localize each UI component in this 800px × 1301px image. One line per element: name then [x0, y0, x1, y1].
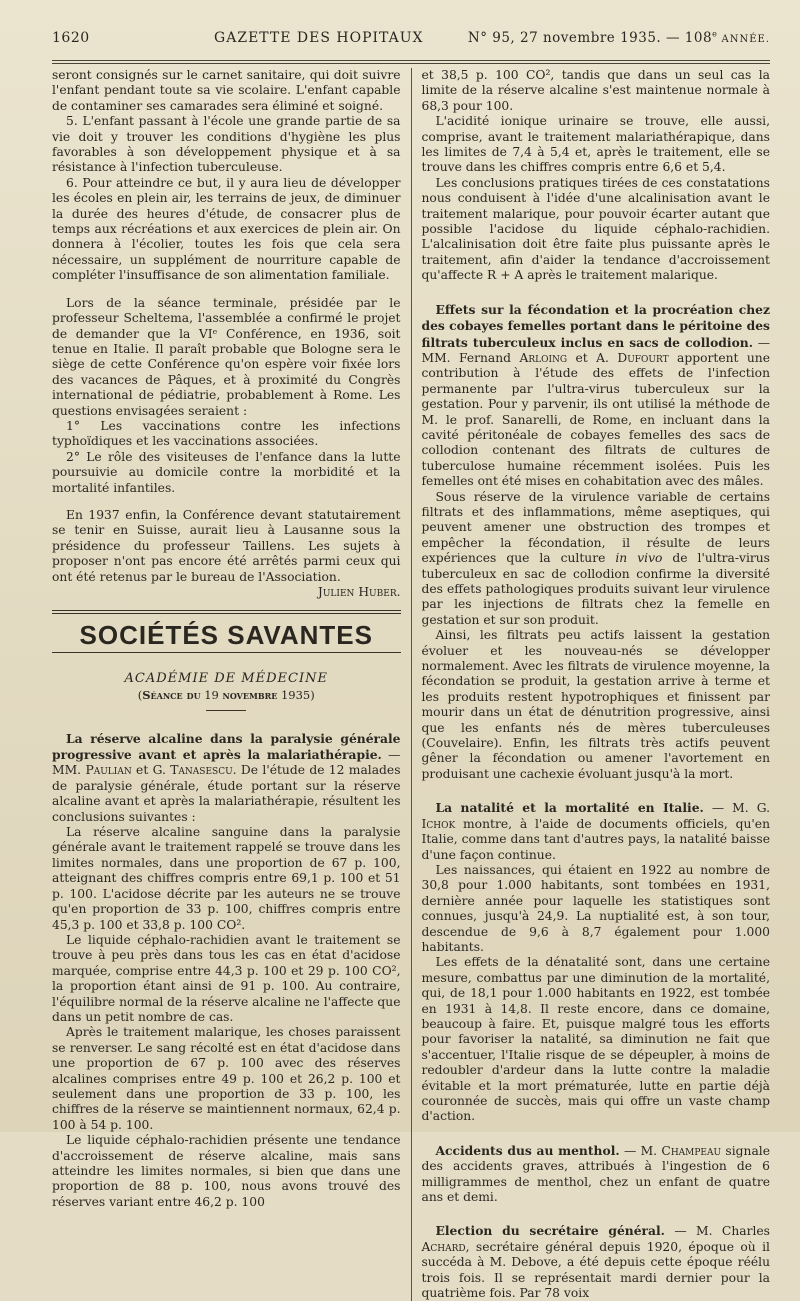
article-title: La réserve alcaline dans la paralysie générale progressive avant et après la malariathérapie.: [52, 730, 401, 763]
left-paragraph-5: 1° Les vaccinations contre les infections typhoïdiques et les vaccinations associées.: [52, 418, 401, 449]
academy-heading: ACADÉMIE DE MÉDECINE: [124, 670, 328, 686]
right-paragraph-3: Les conclusions pratiques tirées de ces constatations nous conduisent à l'idée d'une alcalinisation avant le traitement malarique, pour pouvoir écarter autant que possible l'acidose du liquide céphalo-rachidien. L'alcalinisation doit être faite plus puissante après le traitement, afin d'aider la tendance d'accroissement qu'affecte R + A après le traitement malarique.: [421, 175, 770, 283]
article-title: Effets sur la fécondation et la procréation chez des cobayes femelles portant dans le péritoine des filtrats tuberculeux inclus en sacs de collodion.: [421, 301, 770, 350]
left-paragraph-6: 2° Le rôle des visiteuses de l'enfance dans la lutte poursuivie au domicile contre la morbidité et la mortalité infantiles.: [52, 449, 401, 495]
left-paragraph-2: 5. L'enfant passant à l'école une grande partie de sa vie doit y trouver les conditions d'hygiène les plus favorables à son développement physique et à sa résistance à l'infection tuberculeuse.: [52, 114, 401, 175]
columns: [52, 68, 770, 1301]
right-paragraph-1: et 38,5 p. 100 CO², tandis que dans un seul cas la limite de la réserve alcaline s'est maintenue normale à 68,3 pour 100.: [421, 68, 770, 113]
article-natalite: La natalité et la mortalité en Italie. — M. G. Ichok montre, à l'aide de documents officiels, qu'en Italie, comme dans tant d'autres pays, la natalité baisse d'une façon continue.: [421, 800, 770, 862]
article-menthol: Accidents dus au menthol. — M. Champeau signale des accidents graves, attribués à l'ingestion de 6 milligrammes de menthol, chez un enfant de quatre ans et demi.: [421, 1142, 770, 1205]
article-title: Accidents dus au menthol.: [435, 1142, 620, 1158]
left-paragraph-1: seront consignés sur le carnet sanitaire, qui doit suivre l'enfant pendant toute sa vie scolaire. L'enfant capable de contaminer ses camarades sera éliminé et soigné.: [52, 68, 401, 113]
left-paragraph-10: Après le traitement malarique, les choses paraissent se renverser. Le sang récolté est en état d'acidose dans une proportion de 67 p. 100 avec des réserves alcalines comprises entre 49 p. 100 et 26,2 p. 100 et seulement dans une proportion de 33 p. 100, les chiffres de la réserve se maintiennent normaux, 62,4 p. 100 à 54 p. 100.: [52, 1025, 401, 1132]
section-rule-bottom: [52, 652, 401, 653]
header-rule: [52, 60, 770, 64]
left-paragraph-7: En 1937 enfin, la Conférence devant statutairement se tenir en Suisse, aurait lieu à Lausanne sous la présidence du professeur Taillens. Les sujets à proposer n'ont pas encore été arrêtés parmi ceux qui ont été retenus par le bureau de l'Association.: [52, 507, 401, 584]
section-rule-top: [52, 610, 401, 614]
column-divider: [411, 68, 412, 1301]
article-election: Election du secrétaire général. — M. Charles Achard, secrétaire général depuis 1920, époque où il succéda à M. Debove, a été depuis cette époque réélu trois fois. Il se représentait mardi dernier pour la quatrième fois. Par 78 voix: [421, 1223, 770, 1301]
section-title: SOCIÉTÉS SAVANTES: [79, 620, 373, 651]
left-paragraph-8: La réserve alcaline sanguine dans la paralysie générale avant le traitement rappelé se trouve dans les limites normales, dans une proportion de 67 p. 100, atteignant des chiffres compris entre 69,1 p. 100 et 51 p. 100. L'acidose décrite par les auteurs ne se trouve qu'en proportion de 33 p. 100, chiffres compris entre 45,3 p. 100 et 33,8 p. 100 CO².: [52, 825, 401, 932]
right-paragraph-6: Les naissances, qui étaient en 1922 au nombre de 30,8 pour 1.000 habitants, sont tombées en 1931, dernière année pour laquelle les statistiques sont connues, jusqu'à 24,9. La nuptialité est, à son tour, descendue de 9,6 à 8,7 également pour 1.000 habitants.: [421, 862, 770, 954]
page-number: 1620: [52, 30, 90, 46]
right-paragraph-4: Sous réserve de la virulence variable de certains filtrats et des inflammations, même aseptiques, qui peuvent amener une obstruction des trompes et empêcher la fécondation, il résulte de leurs expériences que la culture in vivo de l'ultra-virus tuberculeux en sac de collodion confirme la diversité des effets pathologiques produits suivant leur virulence par les injections de filtrats chez la femelle en gestation et sur son produit.: [421, 489, 770, 627]
article-fecondation: Effets sur la fécondation et la procréation chez des cobayes femelles portant dans le péritoine des filtrats tuberculeux inclus en sacs de collodion. — MM. Fernand Arloing et A. Dufourt apportent une contribution à l'étude des effets de l'infection permanente par l'ultra-virus tuberculeux sur la gestation. Pour y parvenir, ils ont utilisé la méthode de M. le prof. Sanarelli, de Rome, en incluant dans la cavité péritonéale de cobayes femelles des sacs de collodion contenant des filtrats de cultures de tuberculose humaine récemment isolées. Puis les femelles ont été mises en cohabitation avec des mâles.: [421, 301, 770, 489]
short-rule: [206, 710, 246, 711]
article-reserve-alcaline: La réserve alcaline dans la paralysie générale progressive avant et après la malariathérapie. — MM. Paulian et G. Tanasescu. De l'étude de 12 malades de paralysie générale, étude portant sur la réserve alcaline avant et après la malariathérapie, résultent les conclusions suivantes :: [52, 730, 401, 824]
right-paragraph-2: L'acidité ionique urinaire se trouve, elle aussi, comprise, avant le traitement malariathérapique, dans les limites de 7,4 à 5,4 et, après le traitement, elle se trouve dans les chiffres compris entre 6,6 et 5,4.: [421, 114, 770, 175]
left-paragraph-11: Le liquide céphalo-rachidien présente une tendance d'accroissement de réserve alcaline, mais sans atteindre les limites normales, si bien que dans une proportion de 88 p. 100, nous avons trouvé des réserves variant entre 46,2 p. 100: [52, 1133, 401, 1209]
left-paragraph-3: 6. Pour atteindre ce but, il y aura lieu de développer les écoles en plein air, les terrains de jeux, de diminuer la durée des heures d'étude, de consacrer plus de temps aux récréations et aux exercices de plein air. On donnera à l'écolier, toutes les fois que cela sera nécessaire, un supplément de nourriture capable de compléter l'insuffisance de son alimentation familiale.: [52, 175, 401, 283]
left-paragraph-4: Lors de la séance terminale, présidée par le professeur Scheltema, l'assemblée a confirmé le projet de demander que la VIᵉ Conférence, en 1936, soit tenue en Italie. Il paraît probable que Bologne sera le siège de cette Conférence qu'on espère voir fixée lors des vacances de Pâques, et à proximité du Congrès international de pédiatrie, probablement à Rome. Les questions envisagées seraient :: [52, 295, 401, 418]
right-paragraph-7: Les effets de la dénatalité sont, dans une certaine mesure, combattus par une diminution de la mortalité, qui, de 18,1 pour 1.000 habitants en 1922, est tombée en 1931 à 14,8. Il reste encore, dans ce domaine, beaucoup à faire. Et, puisque malgré tous les efforts pour favoriser la natalité, sa diminution ne fait que s'accentuer, l'Italie risque de se dépeupler, à moins de redoubler d'ardeur dans la lutte contre la maladie évitable et la mort prématurée, lutte en partie déjà couronnée de succès, mais qui offre un vaste champ d'action.: [421, 955, 770, 1124]
article-title: Election du secrétaire général.: [435, 1223, 665, 1239]
left-paragraph-9: Le liquide céphalo-rachidien avant le traitement se trouve à peu près dans tous les cas en état d'acidose marquée, comprise entre 44,3 p. 100 et 29 p. 100 CO², la proportion étant ainsi de 91 p. 100. Au contraire, l'équilibre normal de la réserve alcaline ne l'affecte que dans un petit nombre de cas.: [52, 932, 401, 1024]
article-title: La natalité et la mortalité en Italie.: [435, 800, 704, 816]
author-signature: Julien Huber.: [317, 585, 401, 599]
seance-line: (Séance du 19 novembre 1935): [137, 688, 315, 703]
page-header: [52, 30, 770, 54]
left-column: [52, 68, 401, 1301]
right-paragraph-5: Ainsi, les filtrats peu actifs laissent la gestation évoluer et les nouveau-nés se développer normalement. Avec les filtrats de virulence moyenne, la fécondation se produit, la gestation arrive à terme et les produits restent hypotrophiques et finissent par mourir dans un état de dénutrition progressive, ainsi que les enfants nés de mères tuberculeuses (Couvelaire). Enfin, les filtrats très actifs peuvent gêner la fécondation ou amener l'avortement en produisant une cachexie évoluant jusqu'à la mort.: [421, 628, 770, 781]
issue-line: N° 95, 27 novembre 1935. — 108e ANNÉE.: [467, 29, 770, 46]
journal-title: GAZETTE DES HOPITAUX: [214, 30, 424, 46]
right-column: [422, 68, 771, 1301]
